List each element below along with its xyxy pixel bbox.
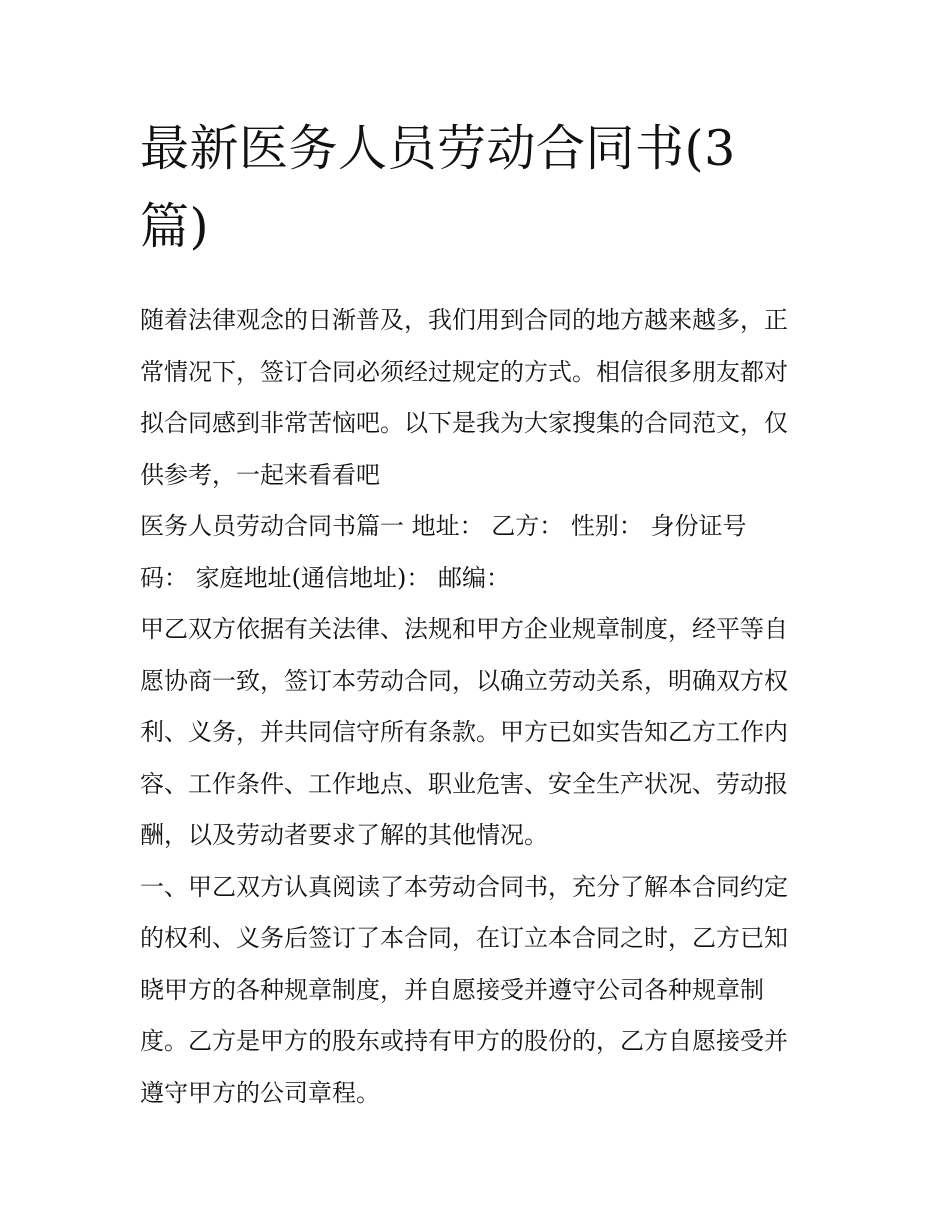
body-line-11: 酬，以及劳动者要求了解的其他情况。	[140, 821, 548, 849]
body-line-13: 的权利、义务后签订了本合同，在订立本合同之时，乙方已知	[140, 924, 788, 952]
body-line-9: 利、义务，并共同信守所有条款。甲方已如实告知乙方工作内	[140, 718, 788, 746]
body-line-10: 容、工作条件、工作地点、职业危害、安全生产状况、劳动报	[140, 769, 788, 798]
body-line-16: 遵守甲方的公司章程。	[140, 1078, 380, 1107]
document-title	[140, 110, 820, 266]
body-line-14: 晓甲方的各种规章制度，并自愿接受并遵守公司各种规章制	[140, 975, 764, 1004]
title-line-2: 篇)	[140, 198, 210, 255]
document-page	[140, 110, 820, 1119]
body-line-1: 随着法律观念的日渐普及，我们用到合同的地方越来越多，正	[140, 306, 788, 334]
body-line-15: 度。乙方是甲方的股东或持有甲方的股份的，乙方自愿接受并	[140, 1027, 788, 1055]
body-line-7: 甲乙双方依据有关法律、法规和甲方企业规章制度，经平等自	[140, 615, 788, 643]
body-line-4: 供参考，一起来看看吧	[140, 460, 380, 489]
document-body	[140, 295, 820, 1119]
body-line-12: 一、甲乙双方认真阅读了本劳动合同书，充分了解本合同约定	[140, 872, 788, 901]
body-line-2: 常情况下，签订合同必须经过规定的方式。相信很多朋友都对	[140, 357, 788, 386]
body-line-3: 拟合同感到非常苦恼吧。以下是我为大家搜集的合同范文，仅	[140, 409, 788, 437]
body-line-8: 愿协商一致，签订本劳动合同，以确立劳动关系，明确双方权	[140, 666, 788, 695]
title-line-1: 最新医务人员劳动合同书(3	[140, 120, 736, 177]
body-line-5: 医务人员劳动合同书篇一 地址： 乙方： 性别： 身份证号	[140, 512, 747, 540]
body-line-6: 码： 家庭地址(通信地址)： 邮编：	[140, 563, 510, 592]
